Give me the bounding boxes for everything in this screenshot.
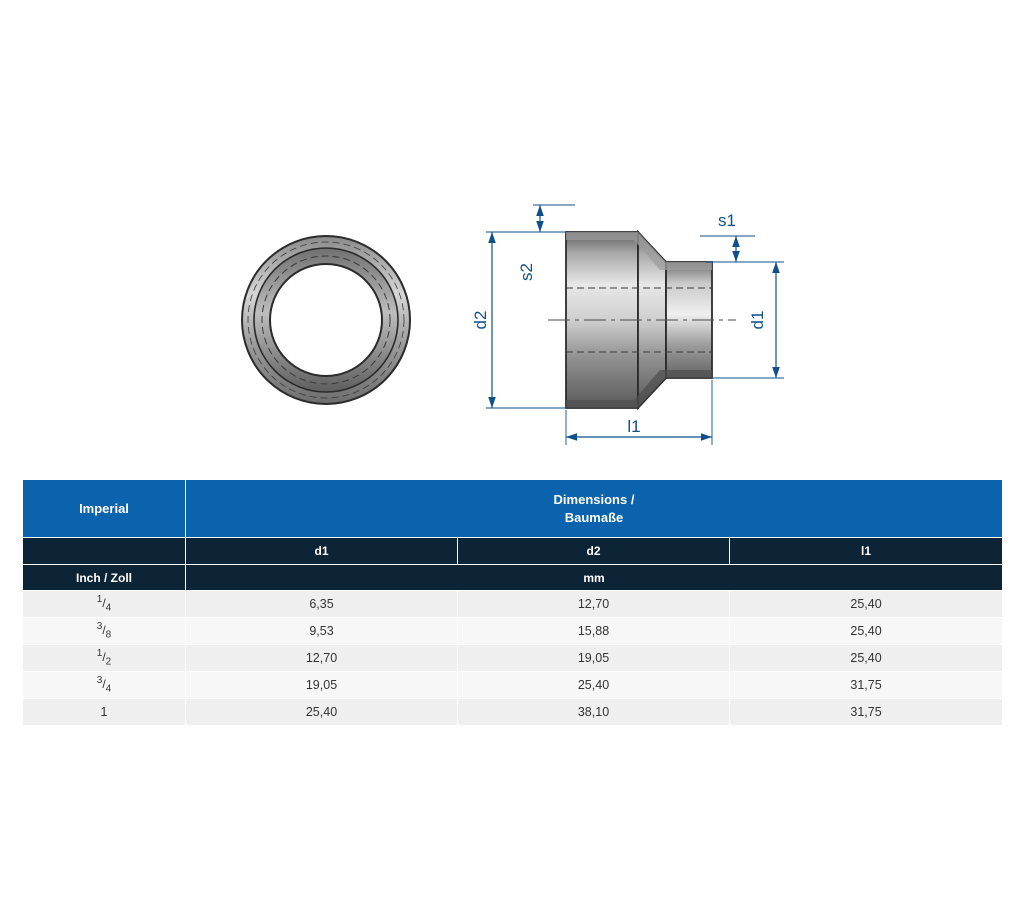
cell-l1: 31,75 bbox=[730, 672, 1003, 699]
fraction-denominator: 2 bbox=[105, 656, 112, 668]
table-row bbox=[23, 645, 1003, 672]
cell-d2: 19,05 bbox=[458, 645, 730, 672]
cell-d2: 25,40 bbox=[458, 672, 730, 699]
cell-l1: 25,40 bbox=[730, 591, 1003, 618]
unit-label-mm: mm bbox=[186, 565, 1003, 591]
fraction-numerator: 1 bbox=[96, 647, 103, 659]
cell-imperial bbox=[23, 618, 186, 645]
fraction-numerator: 1 bbox=[96, 593, 103, 605]
dimension-s1 bbox=[700, 211, 758, 262]
table-subheader-row bbox=[23, 538, 1003, 565]
label-s1: s1 bbox=[718, 211, 736, 230]
cell-d2: 12,70 bbox=[458, 591, 730, 618]
fraction-numerator: 3 bbox=[96, 674, 103, 686]
cell-d1: 12,70 bbox=[186, 645, 458, 672]
front-view-ring bbox=[242, 236, 410, 404]
subheader-blank bbox=[23, 538, 186, 565]
cell-imperial bbox=[23, 645, 186, 672]
table-row bbox=[23, 699, 1003, 726]
cell-imperial: 1 bbox=[23, 699, 186, 726]
cell-d1: 6,35 bbox=[186, 591, 458, 618]
column-header-d2: d2 bbox=[458, 538, 730, 565]
header-dimensions-line2: Baumaße bbox=[564, 509, 624, 525]
fraction-value: $^1/_2$ bbox=[96, 647, 112, 668]
header-dimensions-line1: Dimensions / bbox=[553, 491, 635, 507]
cell-d1: 19,05 bbox=[186, 672, 458, 699]
table-row bbox=[23, 591, 1003, 618]
cell-imperial bbox=[23, 672, 186, 699]
column-header-d1: d1 bbox=[186, 538, 458, 565]
fraction-denominator: 4 bbox=[105, 602, 112, 614]
cell-l1: 25,40 bbox=[730, 645, 1003, 672]
table-header-row bbox=[23, 480, 1003, 538]
cell-l1: 25,40 bbox=[730, 618, 1003, 645]
column-header-l1: l1 bbox=[730, 538, 1003, 565]
label-s2: s2 bbox=[517, 263, 536, 281]
label-l1: l1 bbox=[627, 417, 641, 436]
label-d2: d2 bbox=[471, 310, 490, 330]
cell-d2: 15,88 bbox=[458, 618, 730, 645]
table-row bbox=[23, 618, 1003, 645]
fraction-denominator: 4 bbox=[105, 683, 112, 695]
table-unit-row bbox=[23, 565, 1003, 591]
header-dimensions bbox=[186, 480, 1003, 538]
cell-d1: 9,53 bbox=[186, 618, 458, 645]
cell-l1: 31,75 bbox=[730, 699, 1003, 726]
fraction-value: $^3/_4$ bbox=[96, 674, 112, 695]
section-view-ferrule bbox=[548, 232, 736, 408]
dimensions-table bbox=[22, 479, 1003, 726]
cell-imperial bbox=[23, 591, 186, 618]
cell-d1: 25,40 bbox=[186, 699, 458, 726]
table-row bbox=[23, 672, 1003, 699]
fraction-numerator: 3 bbox=[96, 620, 103, 632]
header-imperial: Imperial bbox=[23, 480, 186, 538]
cell-d2: 38,10 bbox=[458, 699, 730, 726]
fraction-value: $^3/_8$ bbox=[96, 620, 112, 641]
fraction-value: $^1/_4$ bbox=[96, 593, 112, 614]
fraction-denominator: 8 bbox=[105, 629, 112, 641]
unit-label-inch: Inch / Zoll bbox=[23, 565, 186, 591]
label-d1: d1 bbox=[748, 310, 767, 330]
